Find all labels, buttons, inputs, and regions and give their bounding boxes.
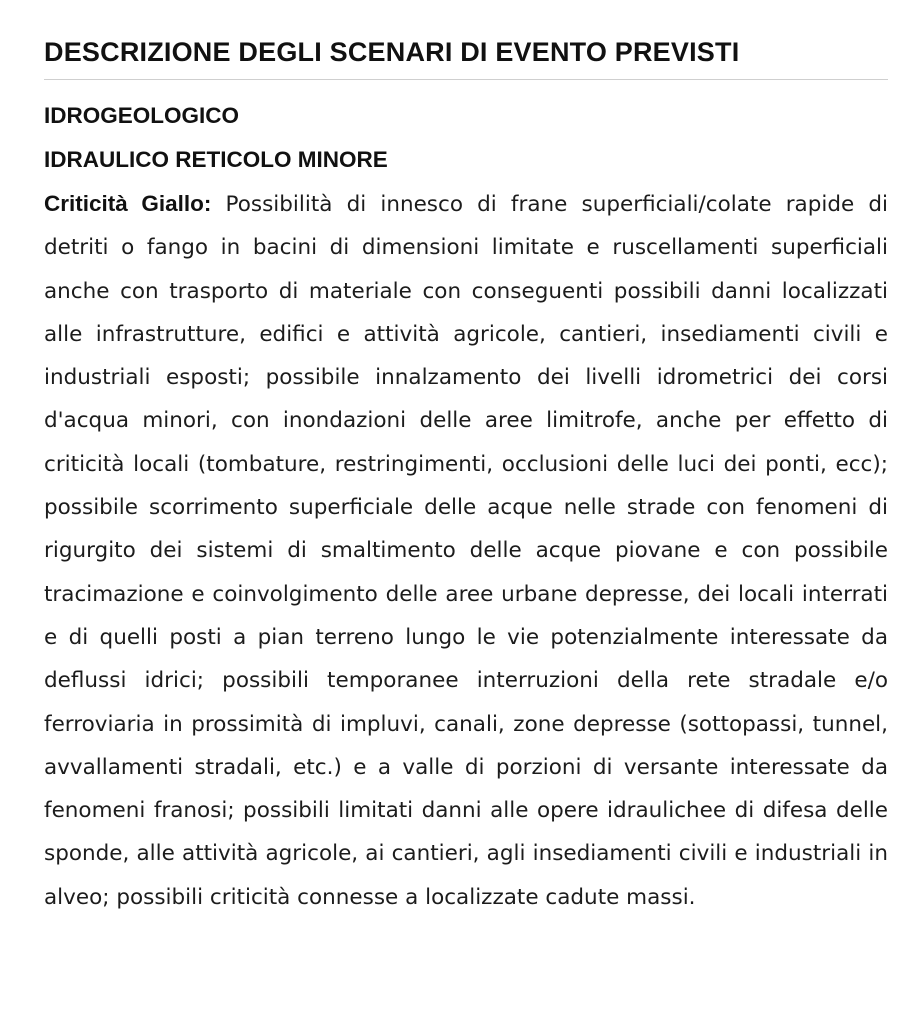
subsection-heading: IDRAULICO RETICOLO MINORE <box>44 147 388 172</box>
criticality-description: Possibilità di innesco di frane superficiali/colate rapide di detriti o fango in bacini di dimensioni limitate e ruscellamenti superficiali anche con trasporto di materiale con conseguenti possibili danni localizzati alle infrastrutture, edifici e attività agricole, cantieri, insediamenti civili e industriali esposti; possibile innalzamento dei livelli idrometrici dei corsi d'acqua minori, con inondazioni delle aree limitrofe, anche per effetto di criticità locali (tombature, restringimenti, occlusioni delle luci dei ponti, ecc); possibile scorrimento superficiale delle acque nelle strade con fenomeni di rigurgito dei sistemi di smaltimento delle acque piovane e con possibile tracimazione e coinvolgimento delle aree urbane depresse, dei locali interrati e di quelli posti a pian terreno lungo le vie potenzialmente interessate da deflussi idrici; possibili temporanee interruzioni della rete stradale e/o ferroviaria in prossimità di impluvi, canali, zone depresse (sottopassi, tunnel, avvallamenti stradali, etc.) e a valle di porzioni di versante interessate da fenomeni franosi; possibili limitati danni alle opere idraulichee di difesa delle sponde, alle attività agricole, ai cantieri, agli insediamenti civili e industriali in alveo; possibili criticità connesse a localizzate cadute massi. <box>44 192 888 910</box>
criticality-paragraph <box>44 182 888 919</box>
title-divider <box>44 79 888 80</box>
document-page <box>44 28 888 919</box>
criticality-label: Criticità Giallo: <box>44 191 212 216</box>
section-heading: IDROGEOLOGICO <box>44 103 240 128</box>
page-title: DESCRIZIONE DEGLI SCENARI DI EVENTO PREVISTI <box>44 37 740 67</box>
